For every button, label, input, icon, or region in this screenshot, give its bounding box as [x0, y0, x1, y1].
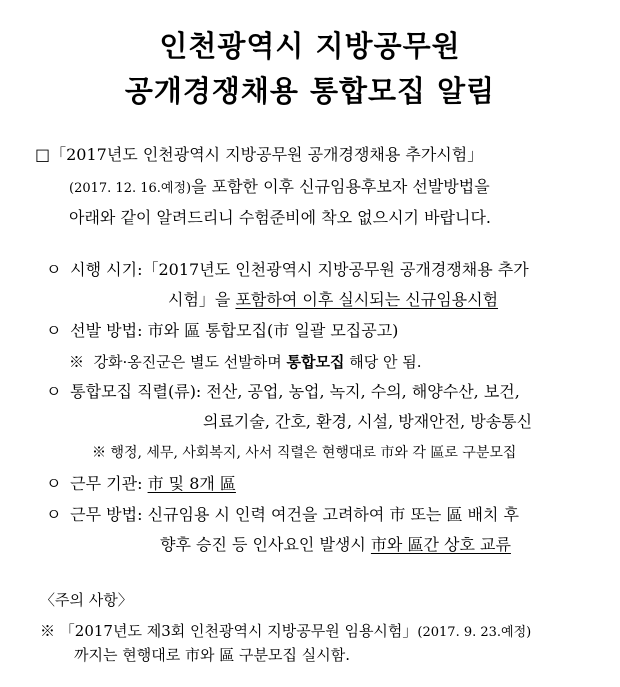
circle-bullet-icon: ㅇ — [46, 321, 62, 340]
circle-bullet-icon: ㅇ — [46, 474, 62, 493]
item-work-method — [46, 505, 519, 525]
page-title-line2: 공개경쟁채용 통합모집 알림 — [124, 74, 496, 108]
intro-line2-text: 을 포함한 이후 신규임용후보자 선발방법을 — [191, 177, 490, 196]
intro-line3: 아래와 같이 알려드리니 수험준비에 착오 없으시기 바랍니다. — [69, 208, 492, 227]
intro-line1-text: 「2017년도 인천광역시 지방공무원 공개경쟁채용 추가시험」 — [50, 145, 484, 164]
item-schedule-label: 시행 시기: — [70, 260, 143, 279]
note-mark-icon: ※ — [69, 353, 85, 371]
item-schedule — [46, 260, 529, 280]
item-selection — [46, 321, 398, 341]
item-workplace-label: 근무 기관: — [70, 474, 143, 493]
item-series-text: 전산, 공업, 농업, 녹지, 수의, 해양수산, 보건, — [206, 382, 520, 401]
item-workplace-underlined: 市 및 8개 區 — [147, 474, 236, 493]
item-schedule-underlined: 포함하여 이후 실시되는 신규임용시험 — [235, 290, 499, 309]
square-bullet-icon: □ — [35, 145, 51, 164]
item-work-method-underlined: 市와 區간 상호 교류 — [370, 535, 511, 554]
item-selection-note — [69, 352, 422, 372]
item-work-method-label: 근무 방법: — [70, 505, 143, 524]
intro-line2 — [69, 177, 490, 199]
item-schedule-text: 「2017년도 인천광역시 지방공무원 공개경쟁채용 추가 — [142, 260, 529, 279]
item-series-note-text: 행정, 세무, 사회복지, 사서 직렬은 현행대로 市와 각 區로 구분모집 — [110, 445, 517, 461]
caution-date: (2017. 9. 23.예정) — [417, 625, 532, 640]
caution-line2: 까지는 현행대로 市와 區 구분모집 실시함. — [74, 646, 350, 664]
item-work-method-cont-prefix: 향후 승진 등 인사요인 발생시 — [160, 535, 366, 554]
page-title-line1: 인천광역시 지방공무원 — [159, 29, 461, 63]
item-selection-label: 선발 방법: — [70, 321, 143, 340]
item-series — [46, 382, 520, 402]
intro-line1 — [35, 145, 483, 165]
note-mark-icon: ※ — [40, 622, 56, 640]
circle-bullet-icon: ㅇ — [46, 382, 62, 401]
item-work-method-cont — [160, 535, 511, 555]
caution-line1-main: 「2017년도 제3회 인천광역시 지방공무원 임용시험」 — [59, 622, 418, 640]
caution-heading: 〈주의 사항〉 — [40, 591, 133, 609]
circle-bullet-icon: ㅇ — [46, 505, 62, 524]
intro-date: (2017. 12. 16.예정) — [69, 181, 192, 196]
item-series-cont: 의료기술, 간호, 환경, 시설, 방재안전, 방송통신 — [203, 412, 533, 431]
item-schedule-cont — [168, 290, 498, 310]
item-selection-text: 市와 區 통합모집(市 일괄 모집공고) — [147, 321, 399, 340]
item-series-label: 통합모집 직렬(류): — [70, 382, 202, 401]
item-selection-note-bold: 통합모집 — [286, 353, 345, 371]
item-schedule-cont-prefix: 시험」을 — [168, 290, 231, 309]
item-selection-note-pre: 강화·옹진군은 별도 선발하며 — [93, 353, 282, 371]
item-workplace — [46, 474, 236, 494]
circle-bullet-icon: ㅇ — [46, 260, 62, 279]
note-mark-icon: ※ — [92, 445, 106, 461]
item-selection-note-post: 해당 안 됨. — [349, 353, 422, 371]
item-work-method-text: 신규임용 시 인력 여건을 고려하여 市 또는 區 배치 후 — [147, 505, 520, 524]
caution-line1 — [40, 621, 531, 643]
item-series-note — [92, 443, 516, 463]
